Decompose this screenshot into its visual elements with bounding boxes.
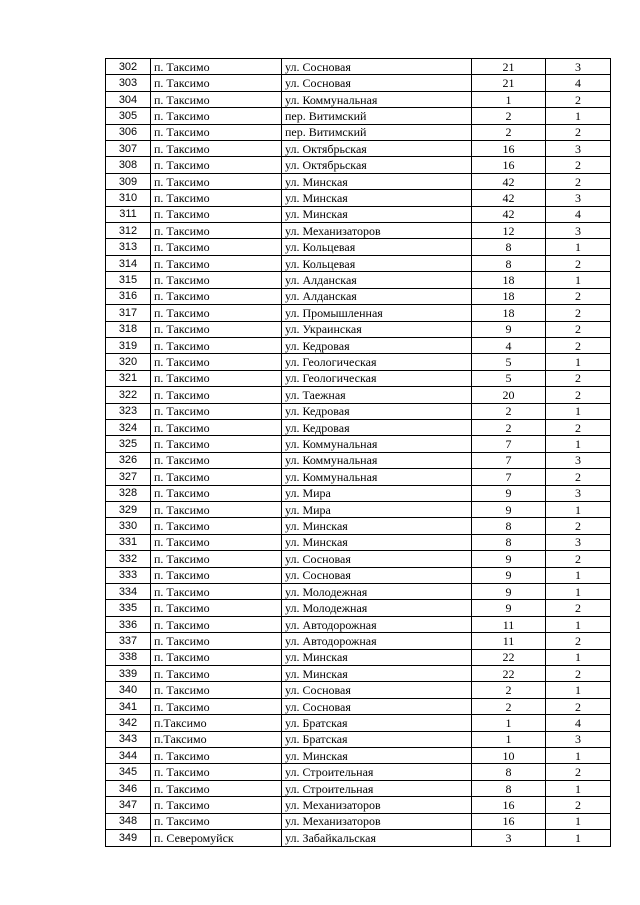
street-cell: ул. Мира bbox=[282, 501, 472, 517]
street-cell: ул. Алданская bbox=[282, 288, 472, 304]
table-row bbox=[106, 518, 611, 534]
house-number-cell: 7 bbox=[472, 469, 546, 485]
table-row bbox=[106, 403, 611, 419]
settlement-cell: п. Таксимо bbox=[151, 419, 282, 435]
street-cell: ул. Коммунальная bbox=[282, 91, 472, 107]
street-cell: пер. Витимский bbox=[282, 124, 472, 140]
settlement-cell: п. Таксимо bbox=[151, 173, 282, 189]
house-number-cell: 2 bbox=[472, 108, 546, 124]
street-cell: ул. Коммунальная bbox=[282, 469, 472, 485]
house-number-cell: 16 bbox=[472, 141, 546, 157]
house-number-cell: 4 bbox=[472, 337, 546, 353]
house-number-cell: 9 bbox=[472, 321, 546, 337]
house-number-cell: 11 bbox=[472, 633, 546, 649]
table-row bbox=[106, 600, 611, 616]
apartment-number-cell: 2 bbox=[546, 337, 611, 353]
settlement-cell: п. Таксимо bbox=[151, 501, 282, 517]
street-cell: ул. Алданская bbox=[282, 272, 472, 288]
street-cell: ул. Автодорожная bbox=[282, 616, 472, 632]
settlement-cell: п.Таксимо bbox=[151, 731, 282, 747]
row-number-cell: 303 bbox=[106, 75, 151, 91]
settlement-cell: п. Таксимо bbox=[151, 518, 282, 534]
apartment-number-cell: 2 bbox=[546, 91, 611, 107]
table-row bbox=[106, 321, 611, 337]
house-number-cell: 8 bbox=[472, 518, 546, 534]
row-number-cell: 323 bbox=[106, 403, 151, 419]
house-number-cell: 2 bbox=[472, 403, 546, 419]
apartment-number-cell: 1 bbox=[546, 403, 611, 419]
settlement-cell: п. Таксимо bbox=[151, 370, 282, 386]
house-number-cell: 22 bbox=[472, 649, 546, 665]
street-cell: ул. Братская bbox=[282, 715, 472, 731]
row-number-cell: 317 bbox=[106, 305, 151, 321]
street-cell: ул. Минская bbox=[282, 518, 472, 534]
table-row bbox=[106, 173, 611, 189]
settlement-cell: п. Таксимо bbox=[151, 272, 282, 288]
house-number-cell: 16 bbox=[472, 157, 546, 173]
table-row bbox=[106, 633, 611, 649]
street-cell: ул. Механизаторов bbox=[282, 797, 472, 813]
settlement-cell: п. Таксимо bbox=[151, 403, 282, 419]
apartment-number-cell: 2 bbox=[546, 305, 611, 321]
street-cell: ул. Кольцевая bbox=[282, 255, 472, 271]
street-cell: ул. Забайкальская bbox=[282, 830, 472, 846]
apartment-number-cell: 2 bbox=[546, 698, 611, 714]
street-cell: ул. Сосновая bbox=[282, 698, 472, 714]
house-number-cell: 21 bbox=[472, 59, 546, 75]
house-number-cell: 10 bbox=[472, 748, 546, 764]
settlement-cell: п. Таксимо bbox=[151, 584, 282, 600]
table-row bbox=[106, 108, 611, 124]
house-number-cell: 20 bbox=[472, 387, 546, 403]
row-number-cell: 319 bbox=[106, 337, 151, 353]
apartment-number-cell: 2 bbox=[546, 764, 611, 780]
street-cell: ул. Минская bbox=[282, 206, 472, 222]
settlement-cell: п. Таксимо bbox=[151, 206, 282, 222]
table-row bbox=[106, 157, 611, 173]
settlement-cell: п. Таксимо bbox=[151, 534, 282, 550]
house-number-cell: 9 bbox=[472, 551, 546, 567]
settlement-cell: п. Таксимо bbox=[151, 354, 282, 370]
table-row bbox=[106, 288, 611, 304]
house-number-cell: 42 bbox=[472, 173, 546, 189]
apartment-number-cell: 3 bbox=[546, 534, 611, 550]
settlement-cell: п. Таксимо bbox=[151, 190, 282, 206]
house-number-cell: 16 bbox=[472, 797, 546, 813]
house-number-cell: 42 bbox=[472, 190, 546, 206]
house-number-cell: 2 bbox=[472, 698, 546, 714]
table-row bbox=[106, 305, 611, 321]
table-row bbox=[106, 813, 611, 829]
row-number-cell: 309 bbox=[106, 173, 151, 189]
street-cell: ул. Мира bbox=[282, 485, 472, 501]
row-number-cell: 344 bbox=[106, 748, 151, 764]
street-cell: ул. Минская bbox=[282, 173, 472, 189]
street-cell: ул. Сосновая bbox=[282, 567, 472, 583]
house-number-cell: 9 bbox=[472, 567, 546, 583]
house-number-cell: 11 bbox=[472, 616, 546, 632]
house-number-cell: 9 bbox=[472, 600, 546, 616]
apartment-number-cell: 2 bbox=[546, 255, 611, 271]
settlement-cell: п. Таксимо bbox=[151, 108, 282, 124]
settlement-cell: п. Таксимо bbox=[151, 698, 282, 714]
apartment-number-cell: 2 bbox=[546, 797, 611, 813]
apartment-number-cell: 1 bbox=[546, 239, 611, 255]
table-row bbox=[106, 141, 611, 157]
table-row bbox=[106, 748, 611, 764]
row-number-cell: 311 bbox=[106, 206, 151, 222]
house-number-cell: 7 bbox=[472, 436, 546, 452]
street-cell: ул. Таежная bbox=[282, 387, 472, 403]
table-row bbox=[106, 797, 611, 813]
street-cell: ул. Сосновая bbox=[282, 75, 472, 91]
settlement-cell: п. Таксимо bbox=[151, 255, 282, 271]
apartment-number-cell: 2 bbox=[546, 551, 611, 567]
street-cell: ул. Сосновая bbox=[282, 551, 472, 567]
table-row bbox=[106, 239, 611, 255]
settlement-cell: п. Таксимо bbox=[151, 387, 282, 403]
row-number-cell: 308 bbox=[106, 157, 151, 173]
street-cell: ул. Братская bbox=[282, 731, 472, 747]
row-number-cell: 345 bbox=[106, 764, 151, 780]
row-number-cell: 324 bbox=[106, 419, 151, 435]
settlement-cell: п. Таксимо bbox=[151, 551, 282, 567]
street-cell: ул. Октябрьская bbox=[282, 157, 472, 173]
row-number-cell: 340 bbox=[106, 682, 151, 698]
table-row bbox=[106, 698, 611, 714]
house-number-cell: 18 bbox=[472, 305, 546, 321]
settlement-cell: п. Таксимо bbox=[151, 75, 282, 91]
house-number-cell: 16 bbox=[472, 813, 546, 829]
settlement-cell: п. Таксимо bbox=[151, 337, 282, 353]
row-number-cell: 336 bbox=[106, 616, 151, 632]
row-number-cell: 316 bbox=[106, 288, 151, 304]
house-number-cell: 3 bbox=[472, 830, 546, 846]
house-number-cell: 22 bbox=[472, 666, 546, 682]
table-row bbox=[106, 387, 611, 403]
house-number-cell: 8 bbox=[472, 255, 546, 271]
table-row bbox=[106, 59, 611, 75]
street-cell: ул. Механизаторов bbox=[282, 813, 472, 829]
apartment-number-cell: 3 bbox=[546, 731, 611, 747]
settlement-cell: п. Таксимо bbox=[151, 239, 282, 255]
table-row bbox=[106, 419, 611, 435]
apartment-number-cell: 3 bbox=[546, 190, 611, 206]
house-number-cell: 9 bbox=[472, 501, 546, 517]
house-number-cell: 5 bbox=[472, 370, 546, 386]
table-row bbox=[106, 567, 611, 583]
house-number-cell: 9 bbox=[472, 584, 546, 600]
house-number-cell: 7 bbox=[472, 452, 546, 468]
row-number-cell: 334 bbox=[106, 584, 151, 600]
apartment-number-cell: 3 bbox=[546, 223, 611, 239]
table-row bbox=[106, 91, 611, 107]
apartment-number-cell: 1 bbox=[546, 108, 611, 124]
settlement-cell: п. Таксимо bbox=[151, 649, 282, 665]
settlement-cell: п. Таксимо bbox=[151, 666, 282, 682]
apartment-number-cell: 2 bbox=[546, 518, 611, 534]
address-table bbox=[105, 58, 611, 847]
house-number-cell: 1 bbox=[472, 715, 546, 731]
settlement-cell: п. Таксимо bbox=[151, 616, 282, 632]
house-number-cell: 9 bbox=[472, 485, 546, 501]
row-number-cell: 329 bbox=[106, 501, 151, 517]
row-number-cell: 347 bbox=[106, 797, 151, 813]
table-row bbox=[106, 485, 611, 501]
street-cell: ул. Октябрьская bbox=[282, 141, 472, 157]
row-number-cell: 330 bbox=[106, 518, 151, 534]
house-number-cell: 18 bbox=[472, 272, 546, 288]
settlement-cell: п. Таксимо bbox=[151, 436, 282, 452]
table-row bbox=[106, 584, 611, 600]
apartment-number-cell: 2 bbox=[546, 321, 611, 337]
street-cell: ул. Кедровая bbox=[282, 403, 472, 419]
apartment-number-cell: 1 bbox=[546, 649, 611, 665]
street-cell: ул. Геологическая bbox=[282, 354, 472, 370]
row-number-cell: 307 bbox=[106, 141, 151, 157]
house-number-cell: 1 bbox=[472, 731, 546, 747]
row-number-cell: 302 bbox=[106, 59, 151, 75]
settlement-cell: п. Таксимо bbox=[151, 633, 282, 649]
settlement-cell: п. Таксимо bbox=[151, 223, 282, 239]
settlement-cell: п. Таксимо bbox=[151, 813, 282, 829]
apartment-number-cell: 2 bbox=[546, 419, 611, 435]
settlement-cell: п. Таксимо bbox=[151, 59, 282, 75]
apartment-number-cell: 3 bbox=[546, 141, 611, 157]
house-number-cell: 18 bbox=[472, 288, 546, 304]
apartment-number-cell: 2 bbox=[546, 387, 611, 403]
street-cell: пер. Витимский bbox=[282, 108, 472, 124]
table-row bbox=[106, 649, 611, 665]
apartment-number-cell: 1 bbox=[546, 780, 611, 796]
table-row bbox=[106, 354, 611, 370]
row-number-cell: 339 bbox=[106, 666, 151, 682]
table-row bbox=[106, 616, 611, 632]
row-number-cell: 327 bbox=[106, 469, 151, 485]
row-number-cell: 318 bbox=[106, 321, 151, 337]
table-row bbox=[106, 830, 611, 846]
table-row bbox=[106, 75, 611, 91]
street-cell: ул. Минская bbox=[282, 190, 472, 206]
table-row bbox=[106, 682, 611, 698]
house-number-cell: 42 bbox=[472, 206, 546, 222]
table-row bbox=[106, 190, 611, 206]
row-number-cell: 343 bbox=[106, 731, 151, 747]
house-number-cell: 5 bbox=[472, 354, 546, 370]
street-cell: ул. Геологическая bbox=[282, 370, 472, 386]
apartment-number-cell: 3 bbox=[546, 485, 611, 501]
table-row bbox=[106, 124, 611, 140]
row-number-cell: 331 bbox=[106, 534, 151, 550]
row-number-cell: 349 bbox=[106, 830, 151, 846]
apartment-number-cell: 2 bbox=[546, 370, 611, 386]
street-cell: ул. Кедровая bbox=[282, 419, 472, 435]
house-number-cell: 8 bbox=[472, 780, 546, 796]
table-row bbox=[106, 551, 611, 567]
settlement-cell: п. Таксимо bbox=[151, 321, 282, 337]
table-row bbox=[106, 764, 611, 780]
apartment-number-cell: 2 bbox=[546, 173, 611, 189]
apartment-number-cell: 1 bbox=[546, 748, 611, 764]
settlement-cell: п. Северомуйск bbox=[151, 830, 282, 846]
row-number-cell: 332 bbox=[106, 551, 151, 567]
apartment-number-cell: 3 bbox=[546, 452, 611, 468]
table-row bbox=[106, 731, 611, 747]
row-number-cell: 341 bbox=[106, 698, 151, 714]
table-body bbox=[106, 59, 611, 847]
settlement-cell: п.Таксимо bbox=[151, 715, 282, 731]
row-number-cell: 322 bbox=[106, 387, 151, 403]
apartment-number-cell: 1 bbox=[546, 354, 611, 370]
table-row bbox=[106, 255, 611, 271]
apartment-number-cell: 2 bbox=[546, 157, 611, 173]
row-number-cell: 310 bbox=[106, 190, 151, 206]
street-cell: ул. Сосновая bbox=[282, 59, 472, 75]
row-number-cell: 320 bbox=[106, 354, 151, 370]
row-number-cell: 342 bbox=[106, 715, 151, 731]
street-cell: ул. Минская bbox=[282, 748, 472, 764]
street-cell: ул. Украинская bbox=[282, 321, 472, 337]
apartment-number-cell: 1 bbox=[546, 567, 611, 583]
apartment-number-cell: 1 bbox=[546, 272, 611, 288]
settlement-cell: п. Таксимо bbox=[151, 780, 282, 796]
street-cell: ул. Механизаторов bbox=[282, 223, 472, 239]
street-cell: ул. Минская bbox=[282, 534, 472, 550]
settlement-cell: п. Таксимо bbox=[151, 157, 282, 173]
settlement-cell: п. Таксимо bbox=[151, 797, 282, 813]
apartment-number-cell: 1 bbox=[546, 436, 611, 452]
house-number-cell: 8 bbox=[472, 239, 546, 255]
table-row bbox=[106, 370, 611, 386]
house-number-cell: 21 bbox=[472, 75, 546, 91]
row-number-cell: 335 bbox=[106, 600, 151, 616]
settlement-cell: п. Таксимо bbox=[151, 91, 282, 107]
apartment-number-cell: 1 bbox=[546, 616, 611, 632]
apartment-number-cell: 2 bbox=[546, 633, 611, 649]
row-number-cell: 348 bbox=[106, 813, 151, 829]
row-number-cell: 305 bbox=[106, 108, 151, 124]
house-number-cell: 1 bbox=[472, 91, 546, 107]
table-row bbox=[106, 452, 611, 468]
settlement-cell: п. Таксимо bbox=[151, 469, 282, 485]
street-cell: ул. Коммунальная bbox=[282, 436, 472, 452]
street-cell: ул. Автодорожная bbox=[282, 633, 472, 649]
table-row bbox=[106, 534, 611, 550]
settlement-cell: п. Таксимо bbox=[151, 600, 282, 616]
table-row bbox=[106, 501, 611, 517]
house-number-cell: 2 bbox=[472, 124, 546, 140]
row-number-cell: 333 bbox=[106, 567, 151, 583]
apartment-number-cell: 1 bbox=[546, 830, 611, 846]
table-row bbox=[106, 223, 611, 239]
apartment-number-cell: 3 bbox=[546, 59, 611, 75]
apartment-number-cell: 4 bbox=[546, 75, 611, 91]
table-row bbox=[106, 206, 611, 222]
house-number-cell: 8 bbox=[472, 534, 546, 550]
apartment-number-cell: 2 bbox=[546, 469, 611, 485]
settlement-cell: п. Таксимо bbox=[151, 305, 282, 321]
house-number-cell: 2 bbox=[472, 682, 546, 698]
street-cell: ул. Сосновая bbox=[282, 682, 472, 698]
row-number-cell: 337 bbox=[106, 633, 151, 649]
table-row bbox=[106, 715, 611, 731]
row-number-cell: 315 bbox=[106, 272, 151, 288]
apartment-number-cell: 2 bbox=[546, 666, 611, 682]
settlement-cell: п. Таксимо bbox=[151, 748, 282, 764]
settlement-cell: п. Таксимо bbox=[151, 288, 282, 304]
row-number-cell: 312 bbox=[106, 223, 151, 239]
street-cell: ул. Кедровая bbox=[282, 337, 472, 353]
house-number-cell: 12 bbox=[472, 223, 546, 239]
row-number-cell: 321 bbox=[106, 370, 151, 386]
row-number-cell: 306 bbox=[106, 124, 151, 140]
apartment-number-cell: 2 bbox=[546, 288, 611, 304]
apartment-number-cell: 4 bbox=[546, 206, 611, 222]
street-cell: ул. Молодежная bbox=[282, 584, 472, 600]
house-number-cell: 2 bbox=[472, 419, 546, 435]
row-number-cell: 313 bbox=[106, 239, 151, 255]
settlement-cell: п. Таксимо bbox=[151, 682, 282, 698]
street-cell: ул. Коммунальная bbox=[282, 452, 472, 468]
street-cell: ул. Промышленная bbox=[282, 305, 472, 321]
settlement-cell: п. Таксимо bbox=[151, 141, 282, 157]
table-row bbox=[106, 272, 611, 288]
street-cell: ул. Строительная bbox=[282, 764, 472, 780]
settlement-cell: п. Таксимо bbox=[151, 485, 282, 501]
row-number-cell: 326 bbox=[106, 452, 151, 468]
table-row bbox=[106, 469, 611, 485]
street-cell: ул. Молодежная bbox=[282, 600, 472, 616]
row-number-cell: 328 bbox=[106, 485, 151, 501]
apartment-number-cell: 1 bbox=[546, 584, 611, 600]
row-number-cell: 346 bbox=[106, 780, 151, 796]
apartment-number-cell: 1 bbox=[546, 682, 611, 698]
table-row bbox=[106, 780, 611, 796]
table-row bbox=[106, 337, 611, 353]
street-cell: ул. Кольцевая bbox=[282, 239, 472, 255]
row-number-cell: 314 bbox=[106, 255, 151, 271]
settlement-cell: п. Таксимо bbox=[151, 567, 282, 583]
settlement-cell: п. Таксимо bbox=[151, 124, 282, 140]
settlement-cell: п. Таксимо bbox=[151, 764, 282, 780]
row-number-cell: 304 bbox=[106, 91, 151, 107]
table-row bbox=[106, 436, 611, 452]
apartment-number-cell: 1 bbox=[546, 813, 611, 829]
apartment-number-cell: 4 bbox=[546, 715, 611, 731]
apartment-number-cell: 2 bbox=[546, 124, 611, 140]
apartment-number-cell: 2 bbox=[546, 600, 611, 616]
street-cell: ул. Минская bbox=[282, 666, 472, 682]
apartment-number-cell: 1 bbox=[546, 501, 611, 517]
table-row bbox=[106, 666, 611, 682]
house-number-cell: 8 bbox=[472, 764, 546, 780]
row-number-cell: 338 bbox=[106, 649, 151, 665]
street-cell: ул. Строительная bbox=[282, 780, 472, 796]
street-cell: ул. Минская bbox=[282, 649, 472, 665]
row-number-cell: 325 bbox=[106, 436, 151, 452]
settlement-cell: п. Таксимо bbox=[151, 452, 282, 468]
